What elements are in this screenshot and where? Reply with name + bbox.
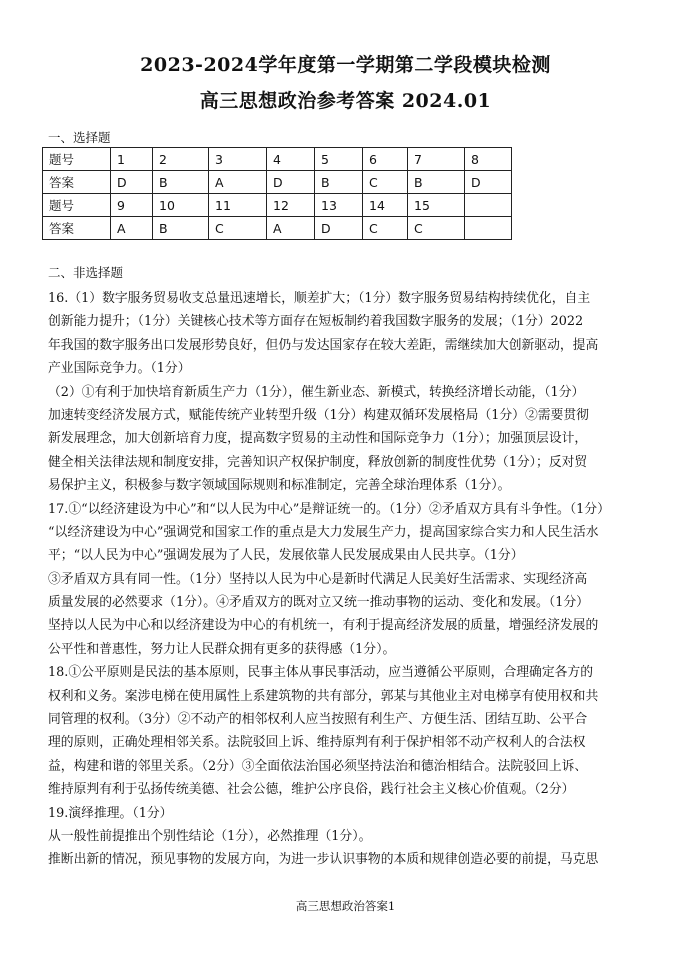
text-line: 质量发展的必然要求（1分）。④矛盾双方的既对立又统一推动事物的运动、变化和发展。（1分） <box>48 595 589 611</box>
text-line: 创新能力提升；（1分）关键核心技术等方面存在短板制约着我国数字服务的发展；（1分）2022 <box>48 314 584 330</box>
table-row <box>43 217 512 240</box>
text-line: （2）①有利于加快培育新质生产力（1分），催生新业态、新模式，转换经济增长动能，（1分） <box>48 384 585 400</box>
text-line: 新发展理念，加大创新培育力度，提高数字贸易的主动性和国际竞争力（1分）；加强顶层设计， <box>48 431 588 447</box>
text-line: 加速转变经济发展方式，赋能传统产业转型升级（1分）构建双循环发展格局（1分）②需要贯彻 <box>48 407 589 423</box>
table-cell: B <box>315 171 363 194</box>
table-cell: D <box>111 171 153 194</box>
table-cell: 14 <box>363 194 408 217</box>
table-cell: 2 <box>153 148 209 171</box>
table-cell: 3 <box>209 148 267 171</box>
table-cell: 11 <box>209 194 267 217</box>
table-row-header: 题号 <box>43 148 111 171</box>
table-cell: D <box>465 171 512 194</box>
table-cell: B <box>408 171 465 194</box>
answer-table <box>42 147 512 240</box>
section-heading-nonchoice: 二、非选择题 <box>48 265 124 280</box>
table-cell: A <box>267 217 315 240</box>
table-cell <box>465 217 512 240</box>
table-row-header: 答案 <box>43 171 111 194</box>
table-cell: 10 <box>153 194 209 217</box>
table-cell: A <box>111 217 153 240</box>
text-line: 权利和义务。案涉电梯在使用属性上系建筑物的共有部分，郭某与其他业主对电梯享有使用权和共 <box>48 688 599 704</box>
text-line: 健全相关法律法规和制度安排，完善知识产权保护制度，释放创新的制度性优势（1分）；反对贸 <box>48 454 588 470</box>
table-cell: C <box>363 171 408 194</box>
table-cell: C <box>363 217 408 240</box>
text-line: 19.演绎推理。（1分） <box>48 805 173 821</box>
text-line: 维持原判有利于弘扬传统美德、社会公德，维护公序良俗，践行社会主义核心价值观。（2分） <box>48 782 575 798</box>
answer-text <box>48 287 652 872</box>
table-cell: 5 <box>315 148 363 171</box>
text-line: 18.①公平原则是民法的基本原则，民事主体从事民事活动，应当遵循公平原则，合理确定各方的 <box>48 665 594 681</box>
table-cell: B <box>153 217 209 240</box>
table-cell: 8 <box>465 148 512 171</box>
table-cell: 13 <box>315 194 363 217</box>
table-cell: C <box>408 217 465 240</box>
table-cell: C <box>209 217 267 240</box>
table-cell: 1 <box>111 148 153 171</box>
text-line: 推断出新的情况，预见事物的发展方向，为进一步认识事物的本质和规律创造必要的前提，马克思 <box>48 852 599 868</box>
text-line: 理的原则，正确处理相邻关系。法院驳回上诉、维持原判有利于保护相邻不动产权利人的合法权 <box>48 735 586 751</box>
page-footer: 高三思想政治答案1 <box>295 899 396 913</box>
text-line: 坚持以人民为中心和以经济建设为中心的有机统一，有利于提高经济发展的质量，增强经济发展的 <box>48 618 599 634</box>
text-line: 16.（1）数字服务贸易收支总量迅速增长，顺差扩大；（1分）数字服务贸易结构持续优化，自主 <box>48 291 591 306</box>
table-cell: 15 <box>408 194 465 217</box>
table-cell: 6 <box>363 148 408 171</box>
table-cell: 4 <box>267 148 315 171</box>
text-line: 从一般性前提推出个别性结论（1分），必然推理（1分）。 <box>48 828 372 844</box>
text-line: 17.①“以经济建设为中心”和“以人民为中心”是辩证统一的。（1分）②矛盾双方具有斗争性。（1分） <box>48 501 610 517</box>
table-row-header: 题号 <box>43 194 111 217</box>
text-line: “以经济建设为中心”强调党和国家工作的重点是大力发展生产力，提高国家综合实力和人民生活水 <box>48 524 599 540</box>
page-title: 2023-2024学年度第一学期第二学段模块检测 <box>140 54 551 76</box>
table-cell: 12 <box>267 194 315 217</box>
table-row-header: 答案 <box>43 217 111 240</box>
text-line: 年我国的数字服务出口发展形势良好，但仍与发达国家存在较大差距，需继续加大创新驱动，提高 <box>48 337 599 353</box>
table-cell: A <box>209 171 267 194</box>
text-line: 公平性和普惠性，努力让人民群众拥有更多的获得感（1分）。 <box>48 641 396 657</box>
table-cell: 7 <box>408 148 465 171</box>
text-line: 同管理的权利。（3分）②不动产的相邻权利人应当按照有利生产、方便生活、团结互助、公平合 <box>48 712 588 728</box>
text-line: 易保护主义，积极参与数字领域国际规则和标准制定，完善全球治理体系（1分）。 <box>48 478 511 494</box>
table-cell: B <box>153 171 209 194</box>
text-line: 产业国际竞争力。（1分） <box>48 361 191 377</box>
page-subtitle: 高三思想政治参考答案 2024.01 <box>199 90 492 112</box>
table-cell <box>465 194 512 217</box>
section-heading-choice: 一、选择题 <box>48 130 111 145</box>
table-row <box>43 194 512 217</box>
table-cell: D <box>267 171 315 194</box>
text-line: ③矛盾双方具有同一性。（1分）坚持以人民为中心是新时代满足人民美好生活需求、实现经济高 <box>48 571 588 587</box>
text-line: 益，构建和谐的邻里关系。（2分）③全面依法治国必须坚持法治和德治相结合。法院驳回上诉、 <box>48 758 588 774</box>
table-cell: D <box>315 217 363 240</box>
table-cell: 9 <box>111 194 153 217</box>
table-row <box>43 148 512 171</box>
text-line: 平；“以人民为中心”强调发展为了人民，发展依靠人民发展成果由人民共享。（1分） <box>48 548 524 564</box>
table-row <box>43 171 512 194</box>
